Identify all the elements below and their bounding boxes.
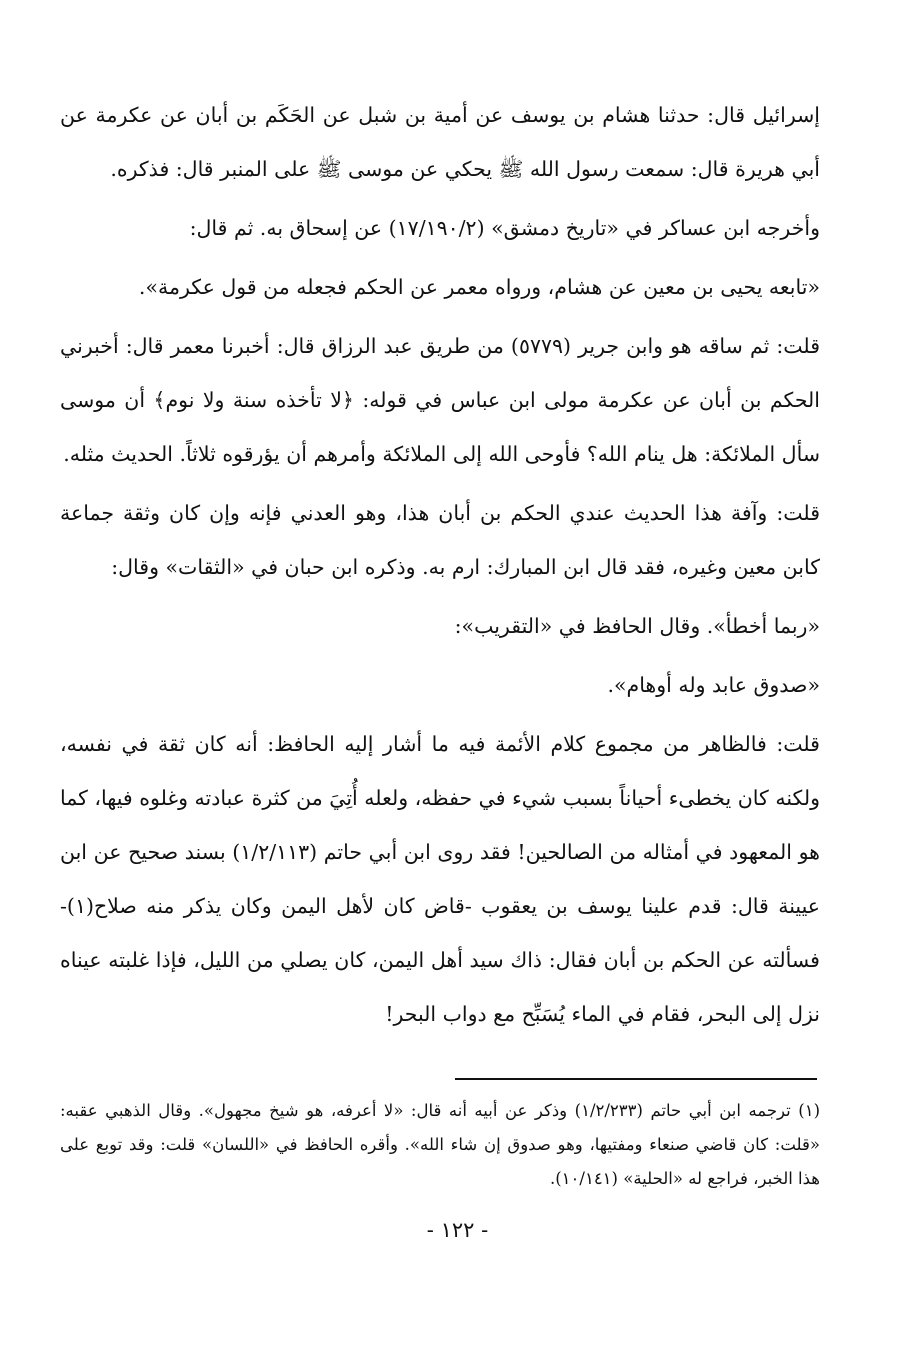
paragraph-qultu-ibn-jarir: قلت: ثم ساقه هو وابن جرير (٥٧٧٩) من طريق عبد الرزاق قال: أخبرنا معمر قال: أخبرني الحكم بن أبان عن عكرمة مولى ابن عباس في قوله: ﴿لا تأخذه سنة ولا نوم﴾ أن موسى سأل الملائكة: هل ينام الله؟ فأوحى الله إلى الملائكة وأمرهم أن يؤرقوه ثلاثاً. الحديث مثله. bbox=[60, 334, 820, 466]
footnote-1: (١) ترجمه ابن أبي حاتم (١/٢/٢٣٣) وذكر عن أبيه أنه قال: «لا أعرفه، هو شيخ مجهول». وقال الذهبي عقبه: «قلت: كان قاضي صنعاء ومفتيها، وهو صدوق إن شاء الله». وأقره الحافظ في «اللسان» قلت: وقد توبع على هذا الخبر، فراجع له «الحلية» (١٠/١٤١). bbox=[60, 1101, 820, 1188]
paragraph-quote-tabaahu: «تابعه يحيى بن معين عن هشام، ورواه معمر عن الحكم فجعله من قول عكرمة». bbox=[138, 275, 820, 299]
paragraph-rubbama: «ربما أخطأ». وقال الحافظ في «التقريب»: bbox=[454, 614, 820, 638]
main-text bbox=[60, 88, 820, 1041]
page-number: - ١٢٢ - bbox=[426, 1218, 489, 1242]
footnote-divider bbox=[455, 1078, 817, 1080]
paragraph-qultu-zahir: قلت: فالظاهر من مجموع كلام الأئمة فيه ما أشار إليه الحافظ: أنه كان ثقة في نفسه، ولكنه كان يخطىء أحياناً بسبب شيء في حفظه، ولعله أُتِيَ من كثرة عبادته وغلوه فيها، كما هو المعهود في أمثاله من الصالحين! فقد روى ابن أبي حاتم (١/٢/١١٣) بسند صحيح عن ابن عيينة قال: قدم علينا يوسف بن يعقوب -قاض كان لأهل اليمن وكان يذكر منه صلاح(١)- فسألته عن الحكم بن أبان فقال: ذاك سيد أهل اليمن، كان يصلي من الليل، فإذا غلبته عيناه نزل إلى البحر، فقام في الماء يُسَبِّح مع دواب البحر! bbox=[60, 732, 820, 1026]
paragraph-qultu-aafah: قلت: وآفة هذا الحديث عندي الحكم بن أبان هذا، وهو العدني فإنه وإن كان وثقة جماعة كابن معين وغيره، فقد قال ابن المبارك: ارم به. وذكره ابن حبان في «الثقات» وقال: bbox=[60, 501, 820, 579]
paragraph-saduq: «صدوق عابد وله أوهام». bbox=[607, 673, 820, 697]
paragraph-isnad: إسرائيل قال: حدثنا هشام بن يوسف عن أمية بن شبل عن الحَكَم بن أبان عن عكرمة عن أبي هريرة قال: سمعت رسول الله ﷺ يحكي عن موسى ﷺ على المنبر قال: فذكره. bbox=[60, 103, 820, 181]
paragraph-ibn-asakir: وأخرجه ابن عساكر في «تاريخ دمشق» (١٧/١٩٠/٢) عن إسحاق به. ثم قال: bbox=[189, 216, 820, 240]
footnotes bbox=[60, 1094, 820, 1196]
